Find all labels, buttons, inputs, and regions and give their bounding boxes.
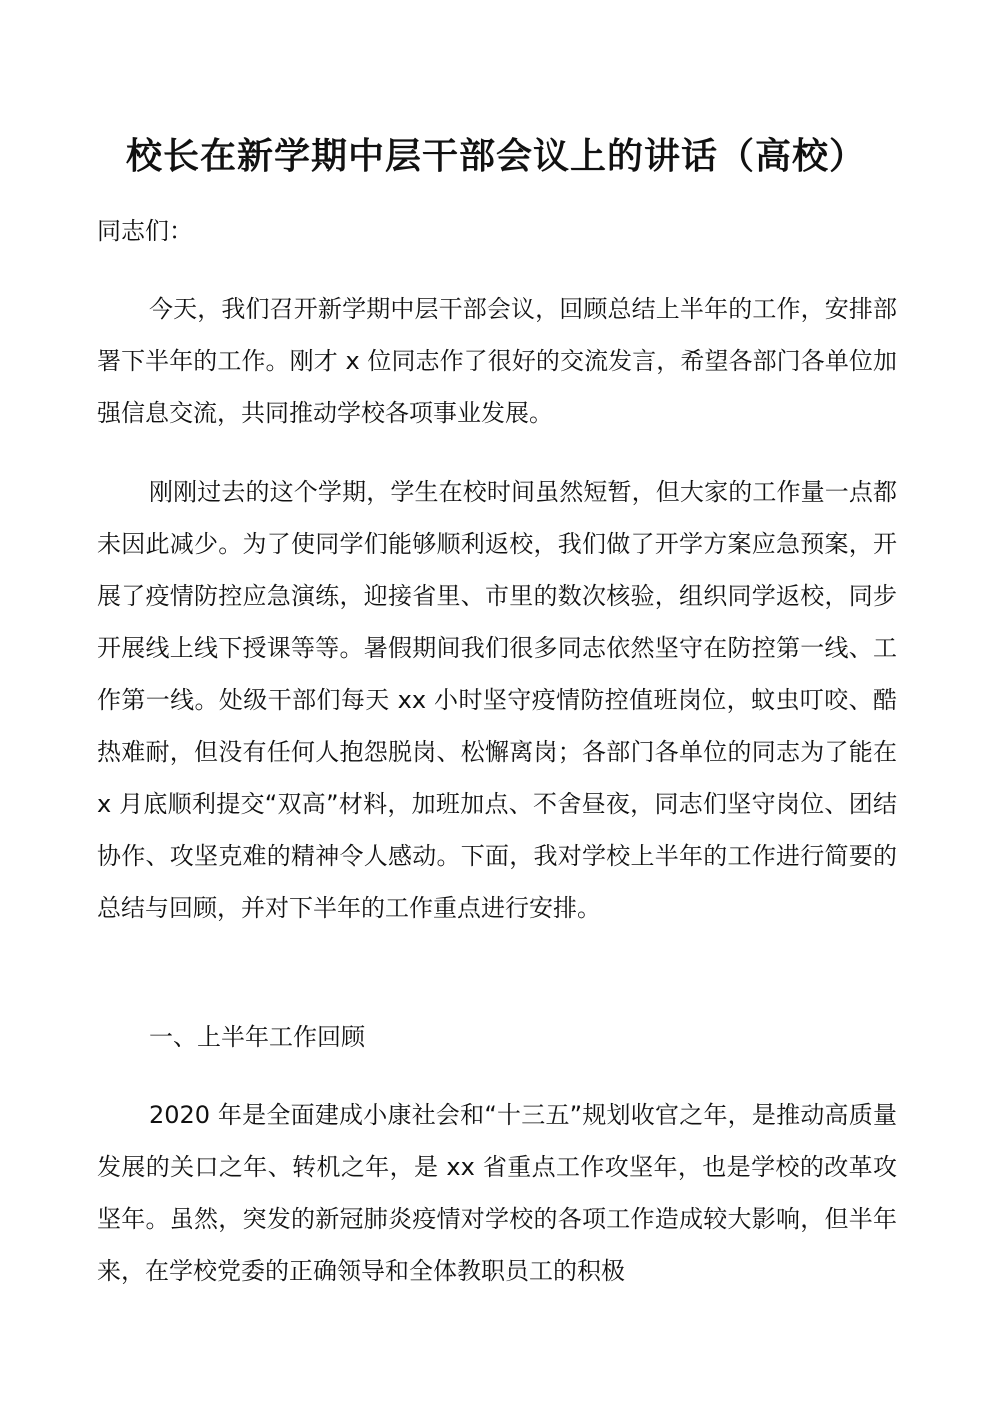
salutation: 同志们： — [97, 217, 193, 245]
paragraph-intro: 今天，我们召开新学期中层干部会议，回顾总结上半年的工作，安排部署下半年的工作。刚才 x 位同志作了很好的交流发言，希望各部门各单位加强信息交流，共同推动学校各项事业发展。 — [97, 295, 897, 427]
document-title: 校长在新学期中层干部会议上的讲话（高校） — [125, 136, 866, 177]
section-heading: 一、上半年工作回顾 — [149, 1023, 365, 1051]
paragraph-section-one: 2020 年是全面建成小康社会和“十三五”规划收官之年，是推动高质量发展的关口之年、转机之年，是 xx 省重点工作攻坚年，也是学校的改革攻坚年。虽然，突发的新冠肺炎疫情对学校的各项工作造成较大影响，但半年来，在学校党委的正确领导和全体教职员工的积极 — [97, 1101, 897, 1285]
paragraph-past-semester: 刚刚过去的这个学期，学生在校时间虽然短暂，但大家的工作量一点都未因此减少。为了使同学们能够顺利返校，我们做了开学方案应急预案，开展了疫情防控应急演练，迎接省里、市里的数次核验，组织同学返校，同步开展线上线下授课等等。暑假期间我们很多同志依然坚守在防控第一线、工作第一线。处级干部们每天 xx 小时坚守疫情防控值班岗位，蚊虫叮咬、酷热难耐，但没有任何人抱怨脱岗、松懈离岗；各部门各单位的同志为了能在 x 月底顺利提交“双高”材料，加班加点、不舍昼夜，同志们坚守岗位、团结协作、攻坚克难的精神令人感动。下面，我对学校上半年的工作进行简要的总结与回顾，并对下半年的工作重点进行安排。 — [97, 478, 897, 922]
